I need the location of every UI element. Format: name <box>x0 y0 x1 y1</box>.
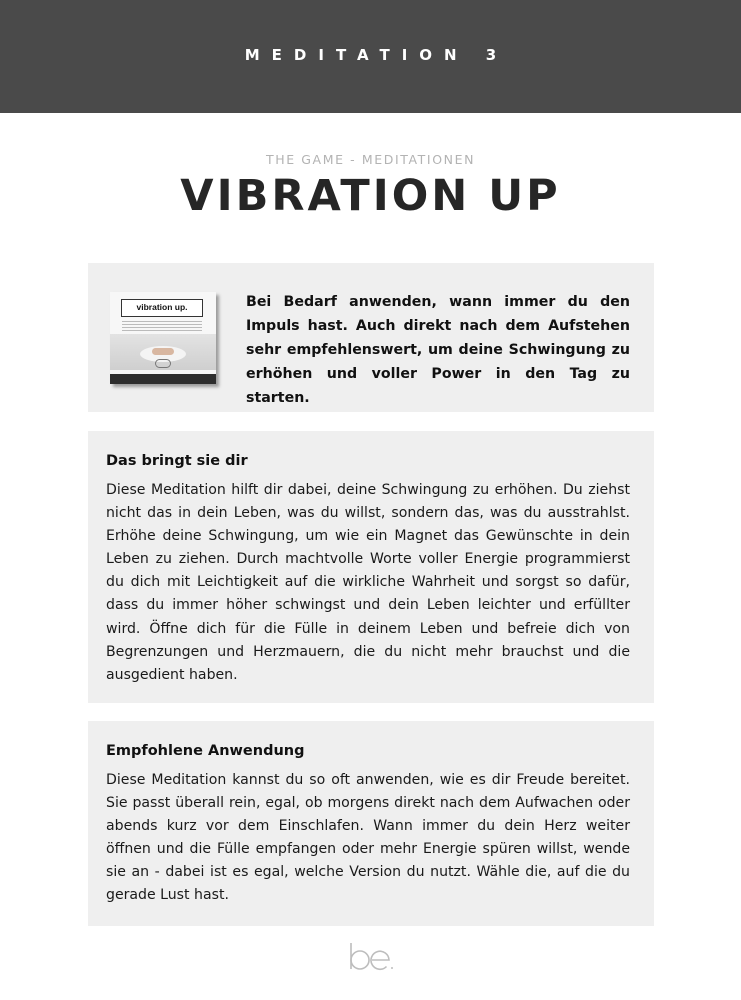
product-cover-image <box>110 292 216 384</box>
page-title: VIBRATION UP <box>180 171 561 221</box>
header-title: MEDITATION 3 <box>244 46 509 64</box>
cover-logo-icon <box>155 359 171 368</box>
usage-body: Diese Meditation kannst du so oft anwenden, wie es dir Freude bereitet. Sie passt überall rein, egal, ob morgens direkt nach dem Aufwachen oder abends kurz vor dem Einschlafen. Wann immer du dein Herz weiter öffnen und die Fülle empfangen oder mehr Energie spüren willst, wende sie an - dabei ist es egal, welche Version du nutzt. Wähle die, auf die du gerade Lust hast. <box>106 772 630 904</box>
cover-footer-strip <box>110 374 216 384</box>
intro-text: Bei Bedarf anwenden, wann immer du den Impuls hast. Auch direkt nach dem Aufstehen sehr empfehlenswert, um deine Schwingung zu erhöhen und voller Power in den Tag zu starten. <box>246 294 630 406</box>
usage-heading: Empfohlene Anwendung <box>106 743 305 759</box>
benefits-heading: Das bringt sie dir <box>106 453 248 469</box>
section-eyebrow: THE GAME - MEDITATIONEN <box>265 152 476 167</box>
cover-photo <box>110 334 216 370</box>
benefits-panel <box>88 431 654 703</box>
cover-hands-shape <box>152 348 174 355</box>
be-logo-icon <box>348 941 394 973</box>
intro-panel <box>88 263 654 412</box>
usage-panel <box>88 721 654 926</box>
benefits-body: Diese Meditation hilft dir dabei, deine Schwingung zu erhöhen. Du ziehst nicht das in dein Leben, was du willst, sondern das, was du ausstrahlst. Erhöhe deine Schwingung, um wie ein Magnet das Gewünschte in dein Leben zu ziehen. Durch machtvolle Worte voller Energie programmierst du dich mit Leichtigkeit auf die wirkliche Wahrheit und sorgst so dafür, dass du immer höher schwingst und dein Leben leichter und erfüllter wird. Öffne dich für die Fülle in deinem Leben und befreie dich von Begrenzungen und Herzmauern, die du nicht mehr brauchst und die ausgedient haben. <box>106 482 630 683</box>
header-bar <box>0 0 741 113</box>
cover-label: vibration up. <box>121 299 203 317</box>
cover-tagline-decoration <box>122 321 202 331</box>
